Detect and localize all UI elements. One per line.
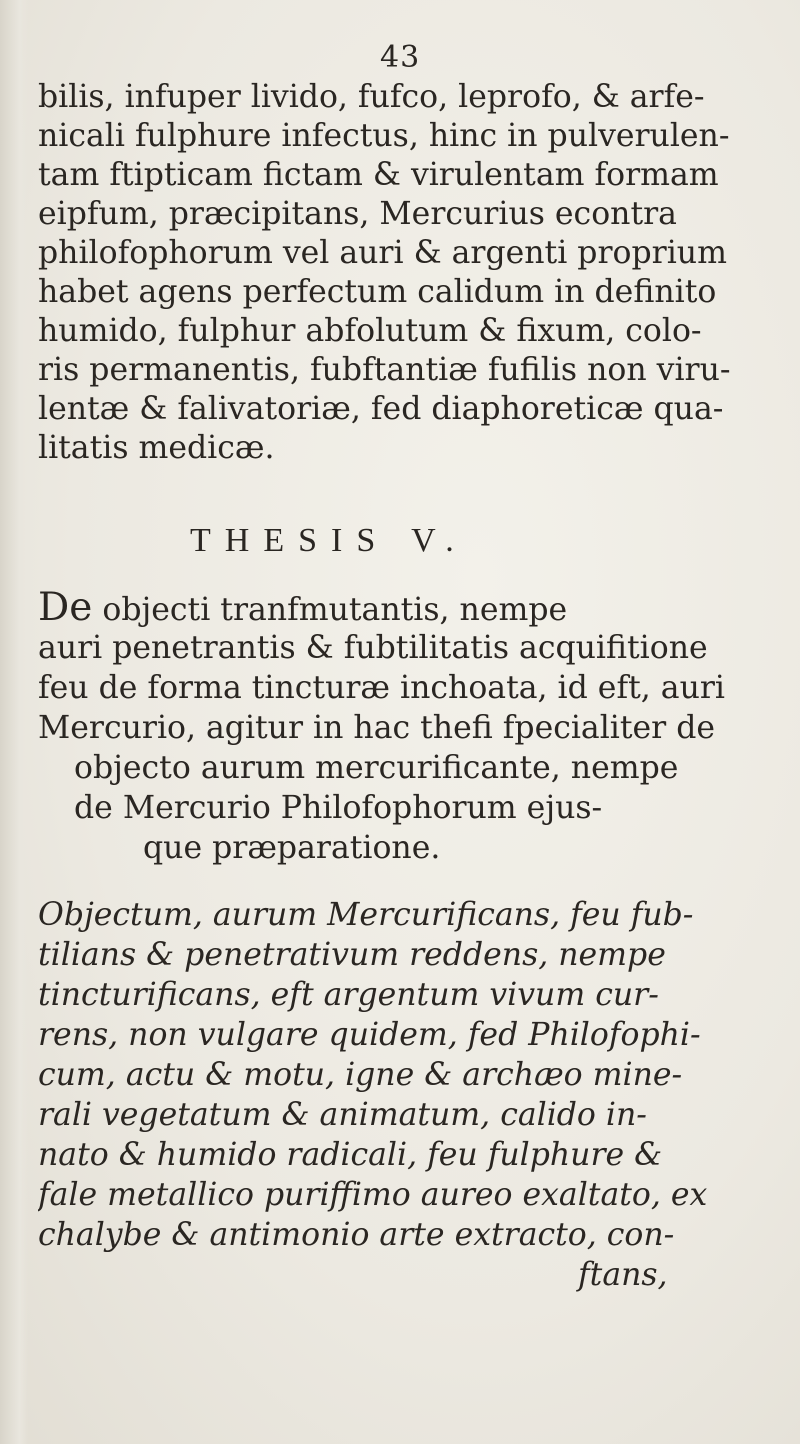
paragraph-2-line: que præparatione. <box>143 830 441 866</box>
paragraph-3-line: rens, non vulgare quidem, fed Philofophi- <box>38 1017 701 1053</box>
page-number: 43 <box>380 40 421 75</box>
paragraph-1 <box>38 78 778 468</box>
paragraph-2-line: Mercurio, agitur in hac thefi fpecialiter de <box>38 710 716 746</box>
paragraph-3-line: ftans, <box>578 1257 668 1293</box>
paragraph-2-line: objecto aurum mercurificante, nempe <box>74 750 679 786</box>
paragraph-1-line: bilis, infuper livido, fufco, leprofo, & arfe- <box>38 79 705 115</box>
paragraph-2 <box>38 588 778 868</box>
paragraph-3-line: Objectum, aurum Mercurificans, feu fub- <box>38 897 694 933</box>
paragraph-1-line: nicali fulphure infectus, hinc in pulverulen- <box>38 118 730 154</box>
paragraph-3-line: tincturificans, eft argentum vivum cur- <box>38 977 659 1013</box>
paragraph-2-line: de Mercurio Philofophorum ejus- <box>74 790 603 826</box>
paragraph-3-line: fale metallico puriffimo aureo exaltato, ex <box>38 1177 708 1213</box>
paragraph-3-line: tilians & penetrativum reddens, nempe <box>38 937 666 973</box>
thesis-heading: THESIS V. <box>190 522 468 559</box>
paragraph-3-line: chalybe & antimonio arte extracto, con- <box>38 1217 675 1253</box>
paragraph-2-line: feu de forma tincturæ inchoata, id eft, auri <box>38 670 725 706</box>
paragraph-1-line: tam ftipticam fictam & virulentam formam <box>38 157 719 193</box>
paragraph-3-line: nato & humido radicali, feu fulphure & <box>38 1137 663 1173</box>
paragraph-1-line: humido, fulphur abfolutum & fixum, colo- <box>38 313 702 349</box>
paragraph-2-first-line <box>38 588 778 628</box>
paragraph-3-line: cum, actu & motu, igne & archæo mine- <box>38 1057 683 1093</box>
paragraph-1-line: litatis medicæ. <box>38 430 275 466</box>
paragraph-1-line: habet agens perfectum calidum in definito <box>38 274 717 310</box>
page-gutter-shadow <box>0 0 28 1444</box>
paragraph-2-lead-word: De <box>38 588 93 628</box>
paragraph-3 <box>38 895 778 1295</box>
paragraph-1-line: ris permanentis, fubftantiæ fufilis non viru- <box>38 352 731 388</box>
paragraph-2-line: auri penetrantis & fubtilitatis acquifitione <box>38 630 708 666</box>
paragraph-3-line: rali vegetatum & animatum, calido in- <box>38 1097 647 1133</box>
paragraph-2-first-line-rest: objecti tranfmutantis, nempe <box>102 592 568 628</box>
paragraph-1-line: lentæ & falivatoriæ, fed diaphoreticæ qua- <box>38 391 724 427</box>
paragraph-1-line: philofophorum vel auri & argenti proprium <box>38 235 727 271</box>
paragraph-1-line: eipfum, præcipitans, Mercurius econtra <box>38 196 677 232</box>
